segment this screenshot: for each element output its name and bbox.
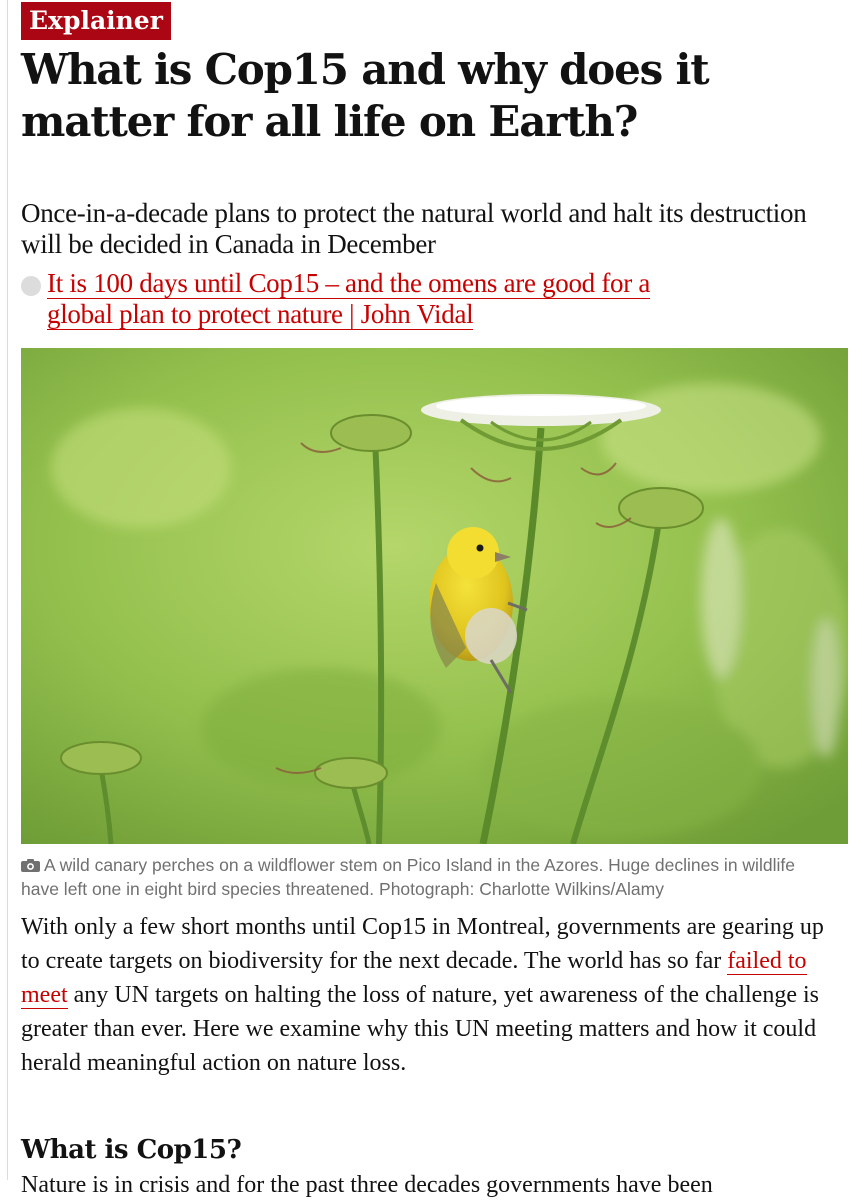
camera-icon — [21, 859, 40, 872]
related-article — [21, 268, 721, 330]
image-caption — [21, 853, 821, 901]
body-paragraph — [21, 910, 836, 1080]
failed-to-meet-link[interactable]: failed to meet — [21, 948, 807, 1008]
article-headline: What is Cop15 and why does it matter for all life on Earth? — [21, 45, 709, 146]
related-article-link[interactable] — [21, 268, 721, 330]
bullet-dot-icon — [21, 276, 41, 296]
body-text-after-link: any UN targets on halting the loss of nature, yet awareness of the challenge is greater than ever. Here we examine why this UN meeting matters and how it could herald meaningful action on nature loss. — [21, 982, 819, 1076]
body-text-before-link: With only a few short months until Cop15 in Montreal, governments are gearing up to create targets on biodiversity for the next decade. The world has so far — [21, 914, 824, 974]
explainer-kicker-label[interactable]: Explainer — [21, 2, 171, 40]
section-subheading: What is Cop15? — [21, 1135, 242, 1165]
hero-image[interactable] — [21, 348, 848, 844]
article-standfirst: Once-in-a-decade plans to protect the natural world and halt its destruction will be decided in Canada in December — [21, 198, 807, 259]
canary-on-wildflower-illustration — [21, 348, 848, 844]
next-paragraph: Nature is in crisis and for the past three decades governments have been — [21, 1172, 713, 1198]
image-caption-text: A wild canary perches on a wildflower stem on Pico Island in the Azores. Huge declines in wildlife have left one in eight bird species threatened. Photograph: Charlotte Wilkins/Alamy — [21, 855, 795, 899]
related-article-link-text: It is 100 days until Cop15 – and the omens are good for a global plan to protect nature | John Vidal — [47, 268, 651, 329]
left-column-rule — [7, 0, 8, 1180]
